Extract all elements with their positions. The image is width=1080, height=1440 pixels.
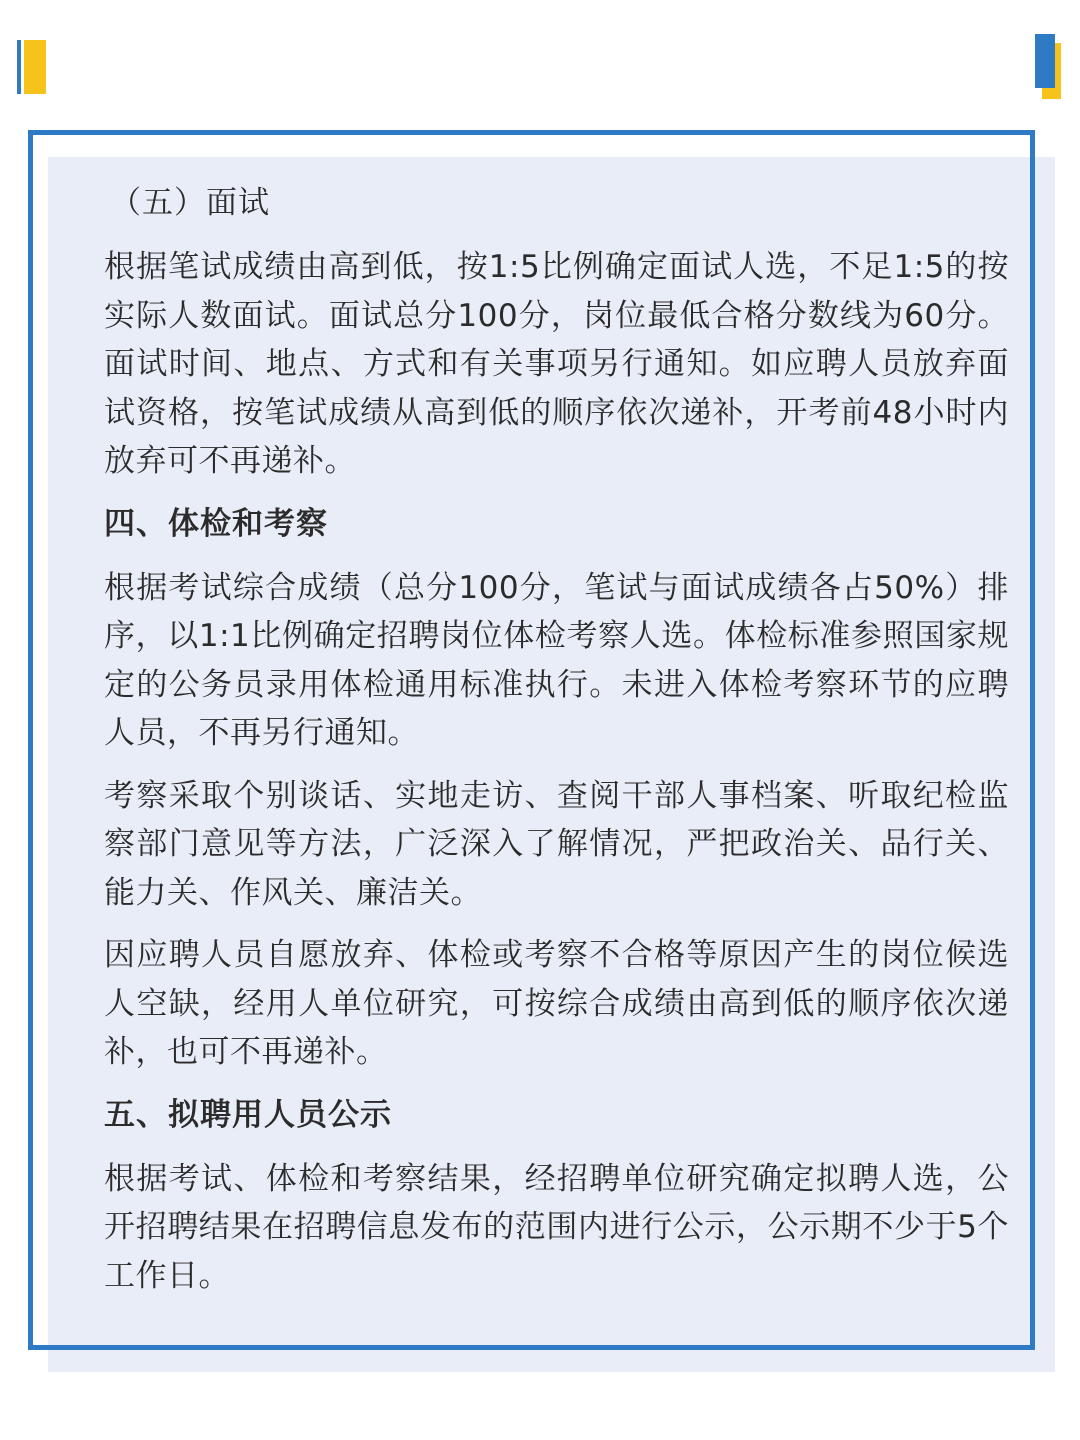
content-body [104, 178, 1009, 1314]
section-heading-medical-exam: 四、体检和考察 [104, 505, 328, 542]
subsection-heading-interview: （五）面试 [110, 185, 270, 221]
decor-bar-left-yellow [24, 40, 46, 94]
paragraph-vacancy-replacement: 因应聘人员自愿放弃、体检或考察不合格等原因产生的岗位候选人空缺，经用人单位研究，可按综合成绩由高到低的顺序依次递补，也可不再递补。 [104, 937, 1009, 1070]
paragraph-interview: 根据笔试成绩由高到低，按1:5比例确定面试人选，不足1:5的按实际人数面试。面试总分100分，岗位最低合格分数线为60分。面试时间、地点、方式和有关事项另行通知。如应聘人员放弃面试资格，按笔试成绩从高到低的顺序依次递补，开考前48小时内放弃可不再递补。 [104, 249, 1009, 479]
section-heading-publicity: 五、拟聘用人员公示 [104, 1096, 392, 1133]
decor-bar-left-blue [17, 40, 21, 94]
paragraph-publicity: 根据考试、体检和考察结果，经招聘单位研究确定拟聘人选，公开招聘结果在招聘信息发布的范围内进行公示，公示期不少于5个工作日。 [104, 1160, 1009, 1294]
decor-bar-right-blue [1035, 34, 1055, 88]
paragraph-inspection-methods: 考察采取个别谈话、实地走访、查阅干部人事档案、听取纪检监察部门意见等方法，广泛深入了解情况，严把政治关、品行关、能力关、作风关、廉洁关。 [104, 777, 1009, 911]
paragraph-medical-exam-selection: 根据考试综合成绩（总分100分，笔试与面试成绩各占50%）排序，以1:1比例确定招聘岗位体检考察人选。体检标准参照国家规定的公务员录用体检通用标准执行。未进入体检考察环节的应聘人员，不再另行通知。 [104, 569, 1009, 751]
